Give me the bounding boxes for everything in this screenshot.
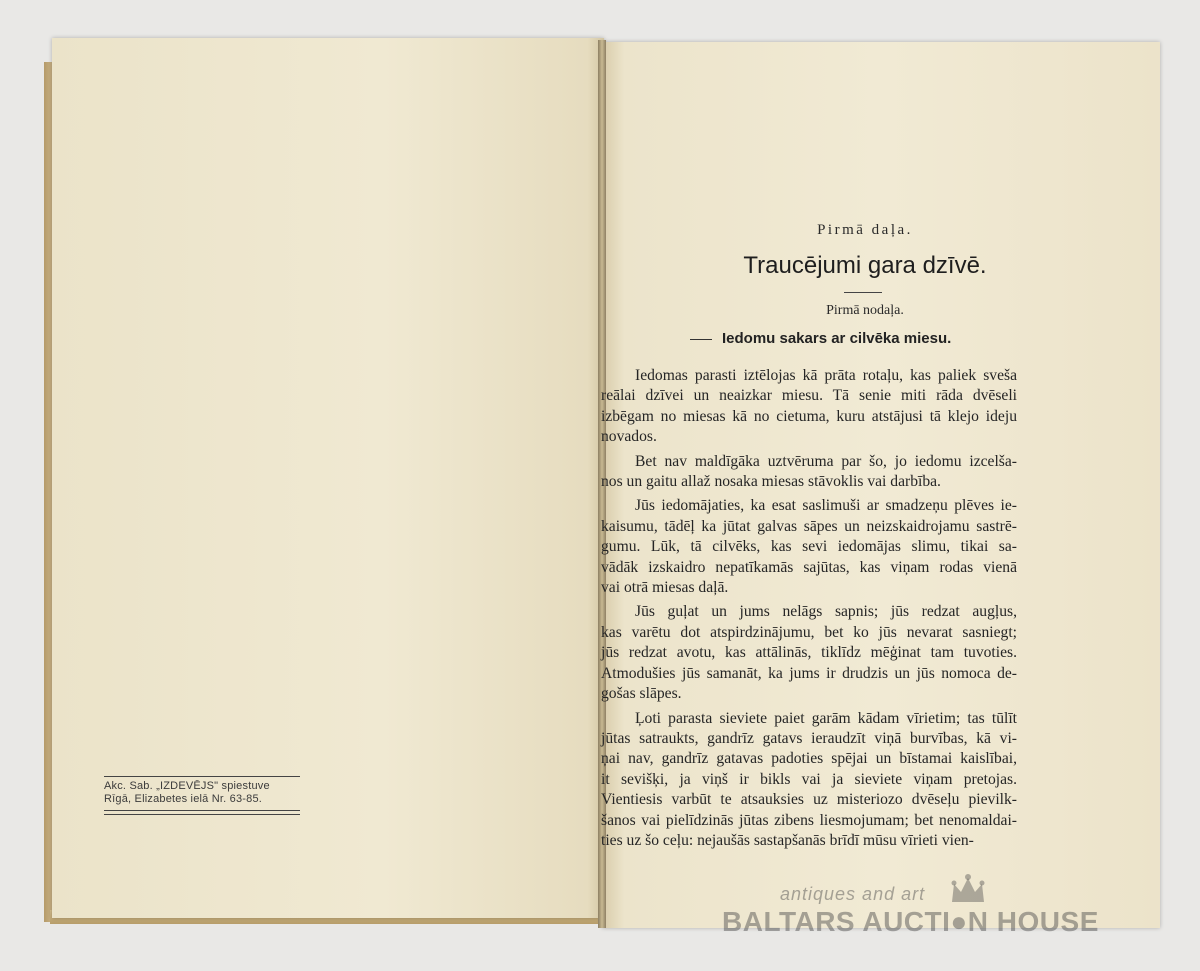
imprint-rule: [104, 810, 300, 811]
text-line: jūtas satraukts, gandrīz gatavs ieraudzīt viņā burvības, kā vi-: [601, 729, 1017, 747]
imprint-line-2: Rīgā, Elizabetes ielā Nr. 63-85.: [104, 793, 263, 805]
paragraph: [601, 496, 1017, 598]
page-title: Traucējumi gara dzīvē.: [743, 252, 987, 279]
body-text: [601, 366, 1017, 855]
text-line: kas varētu dot atspirdzinājumu, bet ko jūs nevarat sasniegt;: [601, 623, 1017, 641]
text-line: Jūs guļat un jums nelāgs sapnis; jūs redzat augļus,: [635, 603, 1017, 621]
text-line: gošas slāpes.: [601, 685, 682, 703]
paragraph: [601, 709, 1017, 852]
text-line: Iedomas parasti iztēlojas kā prāta rotaļu, kas paliek sveša: [635, 367, 1017, 384]
part-heading: Pirmā daļa.: [817, 222, 913, 238]
text-line: Bet nav maldīgāka uztvēruma par šo, jo iedomu izcelša-: [635, 452, 1017, 470]
text-line: šanos vai pielīdzinās jūtas zibens liesmojumam; bet nenomaldai-: [601, 811, 1017, 829]
text-line: Ļoti parasta sieviete paiet garām kādam vīrietim; tas tūlīt: [635, 709, 1017, 727]
text-line: Jūs iedomājaties, ka esat saslimuši ar smadzeņu plēves ie-: [635, 497, 1017, 515]
text-line: kaisumu, tādēļ ka jūtat galvas sāpes un neizskaidrojamu sastrē-: [601, 517, 1017, 535]
paragraph: [601, 366, 1017, 448]
imprint-line-1: Akc. Sab. „IZDEVĒJS" spiestuve: [104, 780, 270, 792]
text-line: gumu. Lūk, tā cilvēks, kas sevi iedomājas slimu, tikai sa-: [601, 538, 1017, 556]
text-line: ņai nav, gandrīz gatavas padoties spējai un bīstamai kaislībai,: [601, 750, 1017, 768]
text-line: vai otrā miesas daļā.: [601, 579, 729, 597]
section-heading-text: Iedomu sakars ar cilvēka miesu.: [722, 330, 952, 347]
text-line: Vientiesis varbūt te atsauksies uz misteriozo dvēseļu pievilk-: [601, 791, 1017, 809]
text-line: ties uz šo ceļu: nejaušās sastapšanās brīdī mūsu vīrieti vien-: [601, 831, 974, 849]
text-line: reālai dzīvei un neaizkar miesu. Tā senie miti rāda dvēseli: [601, 387, 1017, 405]
printer-imprint: [104, 776, 300, 815]
paragraph: [601, 452, 1017, 493]
watermark-brand: BALTARS AUCTI●N HOUSE: [722, 906, 1099, 937]
text-line: Atmodušies jūs samanāt, ka jums ir drudzis un jūs nomoca de-: [601, 664, 1017, 682]
crown-icon: [948, 872, 988, 906]
paragraph: [601, 602, 1017, 704]
section-dash: [690, 339, 712, 340]
section-heading: [690, 330, 990, 347]
text-line: izbēgam no miesas kā no cietuma, kuru atstājusi tā klejo ideju: [601, 407, 1017, 425]
text-line: it sevišķi, ja viņš ir bikls vai ja sieviete viņam pretojas.: [601, 770, 1017, 788]
text-line: jūs redzat avotu, kas attālinās, tiklīdz mēģinat tam tuvoties.: [601, 644, 1017, 662]
text-line: novados.: [601, 428, 657, 446]
watermark-tagline: antiques and art: [780, 884, 926, 904]
chapter-heading: Pirmā nodaļa.: [826, 303, 904, 318]
text-line: nos un gaitu allaž nosaka miesas stāvoklis vai darbība.: [601, 473, 941, 491]
text-line: vādāk izskaidro nepatīkamās sajūtas, kas viņam rodas vienā: [601, 558, 1017, 576]
title-divider: [844, 292, 882, 293]
